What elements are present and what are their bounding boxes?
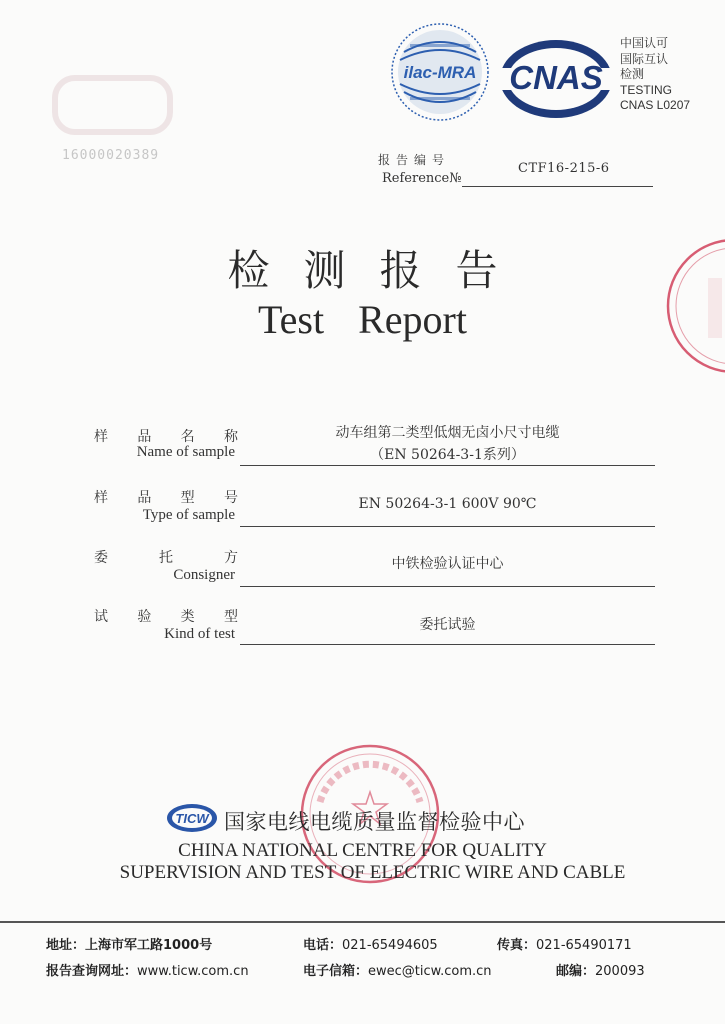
website-value: www.ticw.com.cn	[137, 964, 249, 979]
label-char: 型	[223, 609, 238, 625]
footer-email	[303, 960, 492, 979]
cnas-line: 检测	[620, 67, 645, 81]
field-value-line: 动车组第二类型低烟无卤小尺寸电缆	[335, 425, 560, 441]
footer-phone	[303, 934, 438, 953]
field-type-underline	[240, 526, 655, 527]
email-value: ewec@ticw.com.cn	[368, 964, 492, 979]
field-value-line: EN 50264-3-1 600V 90℃	[358, 496, 537, 512]
field-value-line: （EN 50264-3-1系列）	[370, 447, 525, 463]
cnas-line: CNAS L0207	[620, 98, 691, 112]
ilac-logo-text: ilac-MRA	[403, 63, 477, 82]
footer-website	[46, 960, 249, 979]
ticw-logo-text: TICW	[175, 811, 209, 826]
phone-value: 021-65494605	[342, 938, 438, 953]
label-char: 委	[94, 550, 108, 566]
postcode-label: 邮编：	[556, 964, 596, 979]
label-char: 托	[159, 550, 173, 566]
ticw-logo	[166, 803, 218, 833]
reference-number: CTF16-215-6	[518, 161, 610, 176]
label-char: 号	[223, 490, 238, 506]
footer-divider	[0, 921, 725, 923]
field-test-kind-label-en: Kind of test	[164, 626, 235, 642]
reference-underline	[462, 186, 653, 187]
cnas-accreditation-text	[620, 36, 720, 114]
cnas-line: TESTING	[620, 82, 673, 97]
field-consigner-underline	[240, 586, 655, 587]
label-char: 试	[94, 609, 108, 625]
cnas-line: 中国认可	[620, 36, 669, 50]
label-char: 类	[180, 609, 195, 625]
label-char: 称	[223, 429, 238, 445]
address-value: 上海市军工路1000号	[85, 938, 213, 953]
label-char: 型	[180, 490, 195, 506]
field-value-line: 委托试验	[419, 617, 476, 633]
faded-serial-number: 16000020389	[62, 148, 160, 163]
red-seal-right	[664, 236, 725, 376]
cnas-line: 国际互认	[620, 51, 669, 66]
label-char: 方	[224, 550, 238, 566]
field-consigner-label-cn	[94, 547, 238, 567]
footer-postcode	[556, 960, 645, 979]
label-char: 品	[137, 490, 152, 506]
cnas-logo	[498, 38, 614, 120]
footer-fax	[497, 934, 632, 953]
ilac-mra-logo	[390, 22, 490, 122]
field-type-value	[240, 493, 655, 515]
field-type-label-en: Type of sample	[142, 507, 235, 523]
website-label: 报告查询网址：	[46, 964, 138, 979]
label-char: 验	[137, 609, 152, 625]
field-test-kind-value	[240, 614, 655, 636]
field-test-kind-underline	[240, 644, 655, 645]
reference-label-en: Reference№	[382, 171, 462, 186]
postcode-value: 200093	[595, 964, 645, 979]
centre-name-cn: 国家电线电缆质量监督检验中心	[224, 810, 525, 834]
field-name-label-cn	[94, 426, 238, 446]
label-char: 品	[137, 429, 152, 445]
footer-address	[46, 934, 212, 953]
title-cn: 检测报告	[227, 246, 532, 295]
label-char: 样	[94, 490, 108, 506]
phone-label: 电话：	[303, 938, 343, 953]
cnas-logo-text: CNAS	[509, 59, 603, 96]
address-label: 地址：	[46, 938, 86, 953]
field-name-value	[240, 422, 655, 466]
field-consigner-value	[240, 553, 655, 575]
centre-name-en-line2: SUPERVISION AND TEST OF ELECTRIC WIRE AND CABLE	[119, 862, 626, 883]
faded-stamp	[50, 70, 175, 140]
centre-name-en-line1: CHINA NATIONAL CENTRE FOR QUALITY	[178, 840, 547, 861]
field-consigner-label-en: Consigner	[173, 567, 235, 583]
fax-value: 021-65490171	[536, 938, 632, 953]
field-name-underline	[240, 465, 655, 466]
reference-label-cn: 报告编号	[378, 153, 451, 167]
field-name-label-en: Name of sample	[136, 444, 235, 460]
label-char: 样	[94, 429, 108, 445]
email-label: 电子信箱：	[303, 964, 369, 979]
field-value-line: 中铁检验认证中心	[391, 556, 504, 572]
fax-label: 传真：	[497, 938, 537, 953]
label-char: 名	[180, 429, 195, 445]
field-test-kind-label-cn	[94, 606, 238, 626]
title-en: Test Report	[258, 297, 467, 342]
field-type-label-cn	[94, 487, 238, 507]
